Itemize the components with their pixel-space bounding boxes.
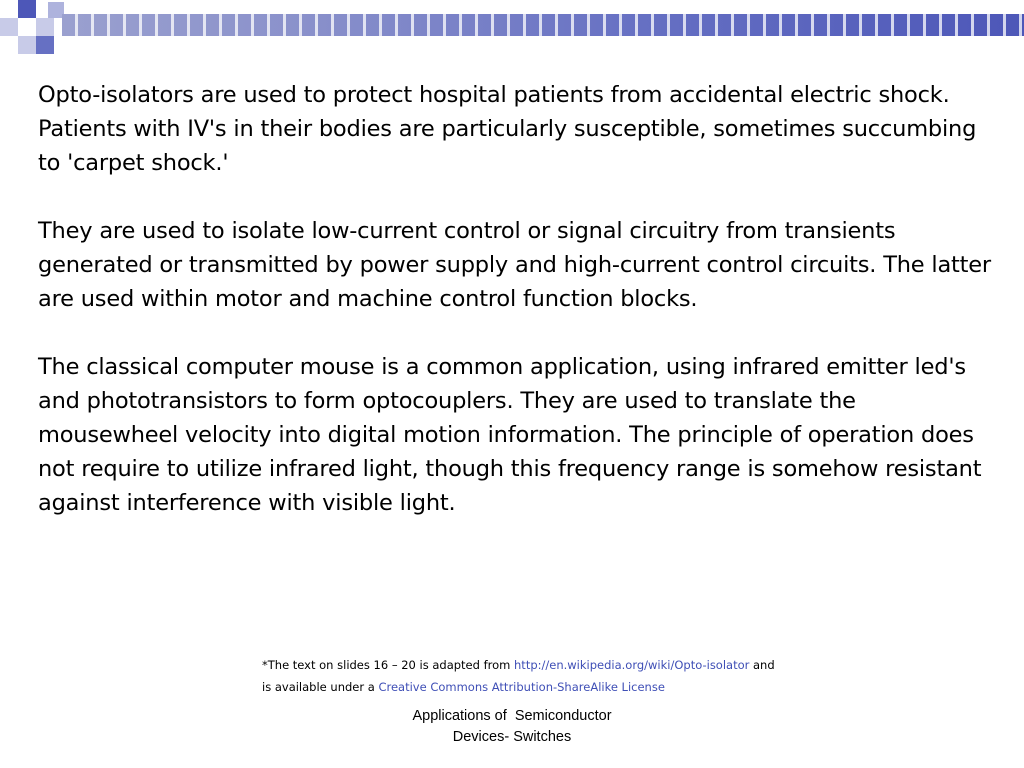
license-link[interactable]: Creative Commons Attribution-ShareAlike License: [378, 680, 665, 694]
footnote-line2-prefix: is available under a: [262, 680, 379, 694]
paragraph-mouse-use: The classical computer mouse is a common application, using infrared emitter led's and phototransistors to form optocouplers. They are used to translate the mousewheel velocity into digital motion information. The principle of operation does not require to utilize infrared light, though this frequency range is somehow resistant against interference with visible light.: [38, 354, 982, 516]
slide-body: [38, 78, 998, 554]
wikipedia-link[interactable]: http://en.wikipedia.org/wiki/Opto-isolator: [514, 658, 750, 672]
header-gradient-bar: [62, 14, 1024, 36]
slide-footer: [362, 706, 662, 748]
footer-line-1: Applications of Semiconductor: [412, 708, 612, 724]
footnote-prefix: *The text on slides 16 – 20 is adapted from: [262, 658, 515, 672]
paragraph-isolation-use: They are used to isolate low-current control or signal circuitry from transients generated or transmitted by power supply and high-current control circuits. The latter are used within motor and machine control function blocks.: [38, 218, 991, 312]
paragraph-hospital-use: Opto-isolators are used to protect hospital patients from accidental electric shock. Patients with IV's in their bodies are particularly susceptible, sometimes succumbing to 'carpet shock.': [38, 82, 977, 176]
footnote-middle: and: [749, 658, 775, 672]
footer-line-2: Devices- Switches: [452, 729, 572, 745]
source-footnote: [262, 654, 902, 698]
